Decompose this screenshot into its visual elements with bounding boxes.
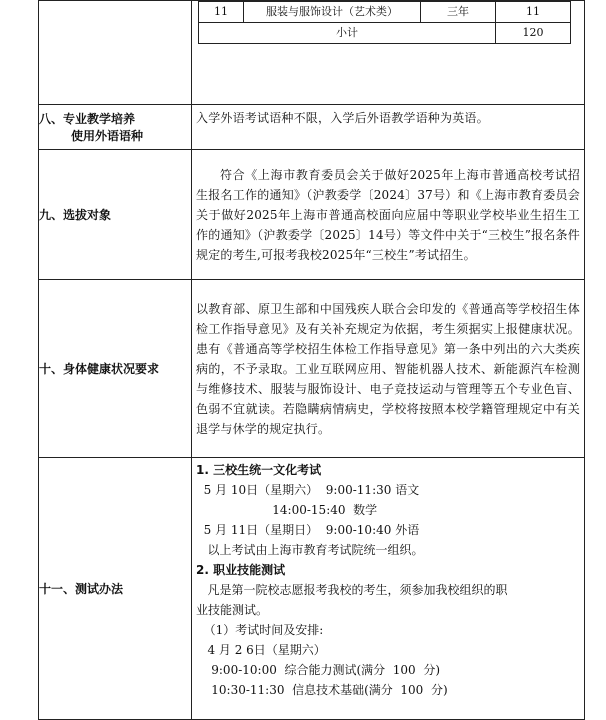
major-years: 三年 — [421, 2, 496, 23]
exam-line: 9:00-10:00 综合能力测试(满分 100 分) — [196, 663, 440, 677]
exam-schedule — [192, 458, 584, 702]
section8-label — [39, 105, 192, 150]
table-row — [199, 2, 571, 23]
exam-line: （1）考试时间及安排: — [196, 623, 324, 637]
major-name: 服装与服饰设计（艺术类） — [244, 2, 421, 23]
section11-content-cell — [192, 458, 585, 720]
exam-line: 业技能测试。 — [196, 603, 269, 617]
exam-line: 14:00-15:40 数学 — [196, 503, 378, 517]
section9-content: 符合《上海市教育委员会关于做好2025年上海市普通高校考试招生报名工作的通知》（沪教委学〔2024〕37号）和《上海市教育委员会关于做好2025年上海市普通高校面向应届中等职业学校毕业生招生工作的通知》（沪教委学〔2025〕14号）等文件中关于“三校生”报名条件规定的考生,可报考我校2025年“三校生”考试招生。 — [196, 167, 580, 262]
section8-content: 入学外语考试语种不限，入学后外语教学语种为英语。 — [196, 111, 489, 125]
admissions-table — [38, 0, 585, 720]
exam-line: 4 月 2 6日（星期六） — [196, 643, 326, 657]
exam-line: 5 月 11日（星期日） 9:00-10:40 外语 — [196, 523, 420, 537]
subtotal-row — [199, 23, 571, 44]
section8-content-cell — [192, 105, 585, 150]
exam-line: 以上考试由上海市教育考试院统一组织。 — [196, 543, 424, 557]
subtotal-label: 小计 — [199, 23, 496, 44]
section9-label: 九、选拔对象 — [39, 150, 192, 280]
major-enrollment-table — [198, 1, 571, 44]
section10-label: 十、身体健康状况要求 — [39, 280, 192, 458]
exam-heading-culture: 1. 三校生统一文化考试 — [196, 463, 322, 477]
major-count: 11 — [496, 2, 571, 23]
exam-heading-skills: 2. 职业技能测试 — [196, 563, 286, 577]
major-number: 11 — [199, 2, 244, 23]
blank-label-cell — [39, 1, 192, 105]
exam-line: 凡是第一院校志愿报考我校的考生，须参加我校组织的职 — [196, 583, 508, 597]
section10-content-cell — [192, 280, 585, 458]
section10-content: 以教育部、原卫生部和中国残疾人联合会印发的《普通高等学校招生体检工作指导意见》及有关补充规定为依据，考生须据实上报健康状况。患有《普通高等学校招生体检工作指导意见》第一条中列出的六大类疾病的，不予录取。工业互联网应用、智能机器人技术、新能源汽车检测与维修技术、服装与服饰设计、电子竞技运动与管理等五个专业色盲、色弱不宜就读。若隐瞒病情病史，学校将按照本校学籍管理规定中有关退学与休学的规定执行。 — [196, 301, 580, 436]
section8-label-line1: 八、专业教学培养 — [39, 112, 136, 126]
section11-label: 十一、测试办法 — [39, 458, 192, 720]
exam-line: 5 月 10日（星期六） 9:00-11:30 语文 — [196, 483, 420, 497]
section9-content-cell — [192, 150, 585, 280]
section8-label-line2: 使用外语语种 — [71, 129, 144, 143]
major-table-cell — [192, 1, 585, 105]
exam-line: 10:30-11:30 信息技术基础(满分 100 分) — [196, 683, 448, 697]
subtotal-value: 120 — [496, 23, 571, 44]
